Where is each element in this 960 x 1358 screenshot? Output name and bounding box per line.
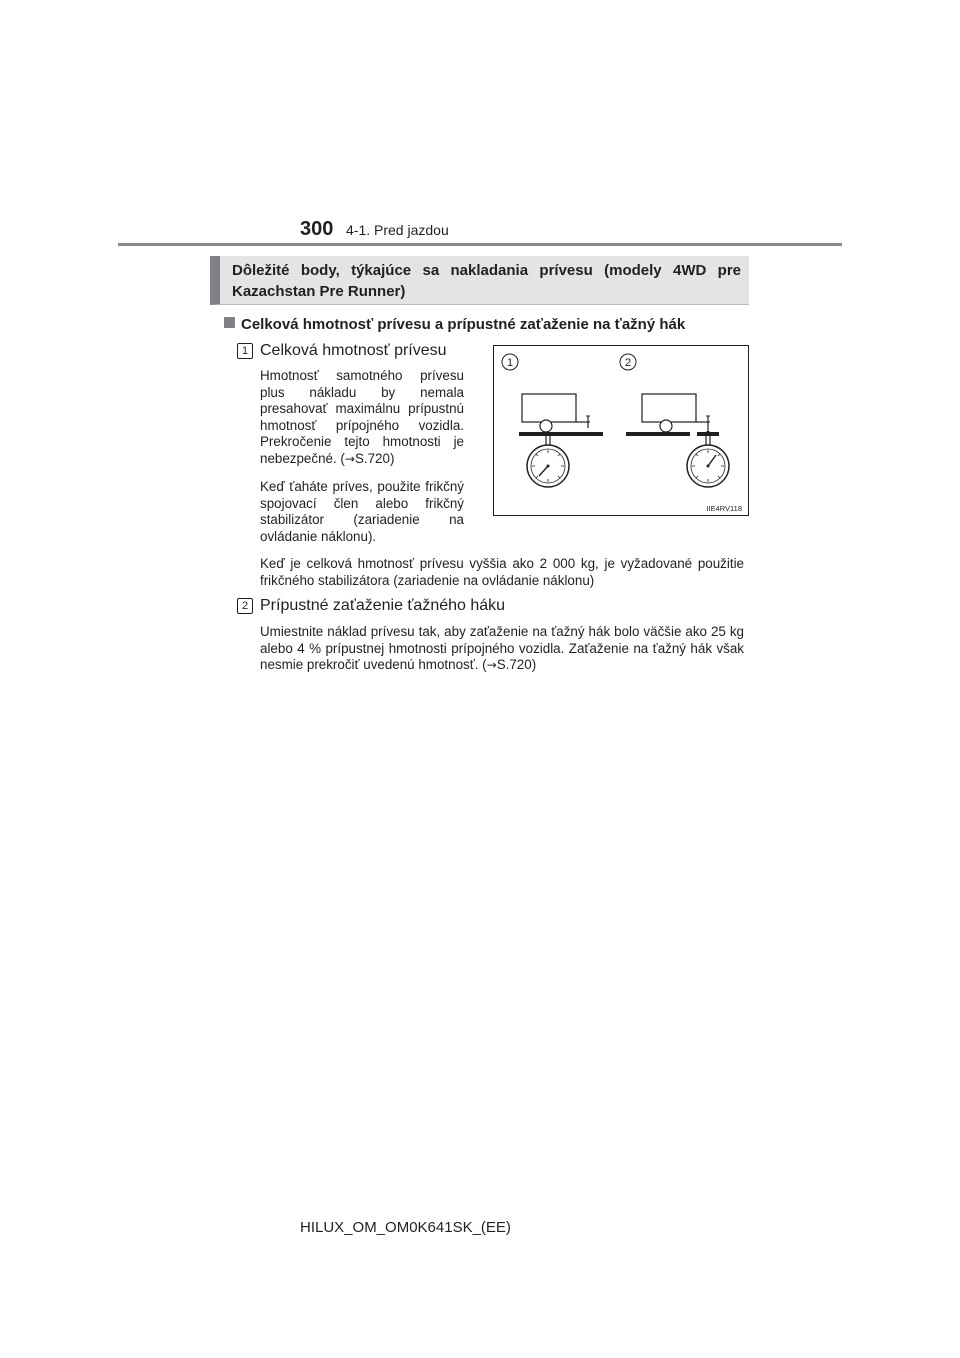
subheading: [224, 316, 685, 333]
arrow-right-icon: →: [344, 451, 355, 466]
ref-close-paren: ): [531, 657, 537, 672]
document-code-footer: HILUX_OM_OM0K641SK_(EE): [300, 1219, 511, 1236]
section-title: 4-1. Pred jazdou: [346, 222, 449, 238]
figure-code: IIE4RV118: [706, 504, 742, 513]
item-title-1: Celková hmotnosť prívesu: [260, 342, 447, 359]
item-2-paragraph-1: [260, 624, 744, 674]
info-box-title: Dôležité body, týkajúce sa nakladania prívesu (modely 4WD pre Kazachstan Pre Runner): [232, 262, 741, 300]
item-1-paragraph-1: [260, 368, 464, 467]
page-reference-1: S.720: [354, 450, 390, 466]
figure-callout-2: [620, 354, 636, 370]
item-1-paragraph-1-text: Hmotnosť samotného prívesu plus nákladu by nemala presahovať maximálnu prípustnú hmotnosť prípojného vozidla. Prekročenie tejto hmotnosti je nebezpečné. (: [260, 368, 464, 466]
item-1-paragraph-2: Keď ťaháte príves, použite frikčný spojovací člen alebo frikčný stabilizátor (zariadenie na ovládanie náklonu).: [260, 479, 464, 544]
page-reference-2: S.720: [496, 657, 532, 672]
tongue-weight-on-scale: [626, 394, 729, 487]
trailer-on-scale: [519, 394, 603, 487]
figure-callout-1-label: 1: [506, 357, 514, 369]
trailer-weight-figure: [493, 345, 749, 516]
item-1-paragraph-3: Keď je celková hmotnosť prívesu vyššia ako 2 000 kg, je vyžadované použitie frikčného stabilizátora (zariadenie na ovládanie náklonu): [260, 556, 744, 588]
page-number: 300: [300, 218, 334, 240]
square-bullet-icon: [224, 317, 235, 328]
ref-close-paren: ): [389, 450, 395, 466]
figure-callout-2-label: 2: [624, 357, 632, 369]
item-2-paragraph-1-text: Umiestnite náklad prívesu tak, aby zaťaženie na ťažný hák bolo väčšie ako 25 kg alebo 4 % prípustnej hmotnosti prípojného vozidla. Zaťaženie na ťažný hák však nesmie prekročiť uvedenú hmotnosť. (: [260, 624, 744, 672]
item-number-badge-2: 2: [237, 598, 253, 614]
header-rule: [118, 243, 842, 246]
trailer-scale-illustration: [494, 346, 750, 517]
arrow-right-icon: →: [486, 658, 497, 672]
item-number-badge-1: 1: [237, 343, 253, 359]
item-title-2: Prípustné zaťaženie ťažného háku: [260, 597, 506, 614]
figure-callout-1: [502, 354, 518, 370]
subheading-text: Celková hmotnosť prívesu a prípustné zaťaženie na ťažný hák: [241, 316, 686, 333]
info-box: [210, 256, 749, 305]
